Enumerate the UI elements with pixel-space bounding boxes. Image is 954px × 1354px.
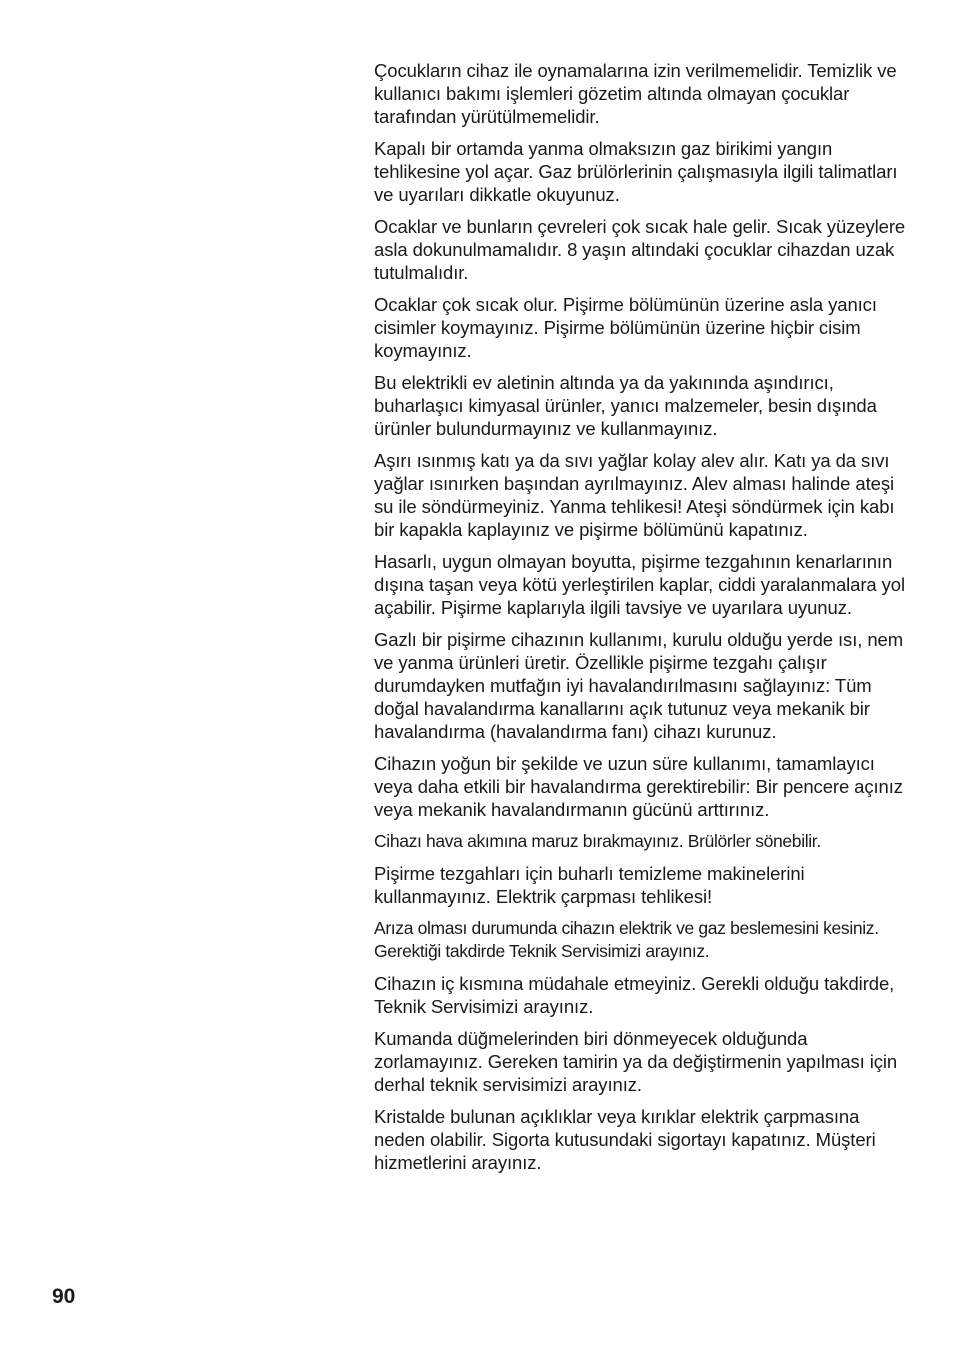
paragraph-control-knobs: Kumanda düğmelerinden biri dönmeyecek olduğunda zorlamayınız. Gereken tamirin ya da değiştirmenin yapılması için derhal teknik servisimizi arayınız. [374,1028,898,1095]
paragraph-no-interference: Cihazın iç kısmına müdahale etmeyiniz. Gerekli olduğu takdirde, Teknik Servisimizi arayınız. [374,973,895,1017]
paragraph-overheated-oil: Aşırı ısınmış katı ya da sıvı yağlar kolay alev alır. Katı ya da sıvı yağlar ısınırken başından ayrılmayınız. Alev alması halinde ateşi su ile söndürmeyiniz. Yanma tehlikesi! Ateşi söndürmek için kabı bir kapakla kaplayınız ve pişirme bölümünü kapatınız. [374,450,895,540]
paragraph-glass-cracks: Kristalde bulunan açıklıklar veya kırıklar elektrik çarpmasına neden olabilir. Sigorta kutusundaki sigortayı kapatınız. Müşteri hizmetlerini arayınız. [374,1106,876,1173]
paragraph-ventilation: Gazlı bir pişirme cihazının kullanımı, kurulu olduğu yerde ısı, nem ve yanma ürünleri üretir. Özellikle pişirme tezgahı çalışır durumdayken mutfağın iyi havalandırılmasını sağlayınız: Tüm doğal havalandırma kanallarını açık tutunuz veya mekanik bir havalandırma (havalandırma fanı) cihazı kurunuz. [374,629,904,742]
paragraph-draughts: Cihazı hava akımına maruz bırakmayınız. Brülörler sönebilir. [374,831,821,851]
paragraph-flammable-products: Bu elektrikli ev aletinin altında ya da yakınında aşındırıcı, buharlaşıcı kimyasal ürünler, yanıcı malzemeler, besin dışında ürünler bulundurmayınız ve kullanmayınız. [374,372,877,439]
paragraph-damaged-cookware: Hasarlı, uygun olmayan boyutta, pişirme tezgahının kenarlarının dışına taşan veya kötü yerleştirilen kaplar, ciddi yaralanmalara yol açabilir. Pişirme kaplarıyla ilgili tavsiye ve uyarılara uyunuz. [374,551,906,618]
paragraph-gas-accumulation: Kapalı bir ortamda yanma olmaksızın gaz birikimi yangın tehlikesine yol açar. Gaz brülörlerinin çalışmasıyla ilgili talimatları ve uyarıları dikkatle okuyunuz. [374,138,898,205]
paragraph-no-objects-on-hob: Ocaklar çok sıcak olur. Pişirme bölümünün üzerine asla yanıcı cisimler koymayınız. Pişirme bölümünün üzerine hiçbir cisim koymayınız. [374,294,877,361]
safety-instructions-column [374,59,914,1183]
paragraph-fault-disconnect: Arıza olması durumunda cihazın elektrik ve gaz beslemesini kesiniz. Gerektiği takdirde Teknik Servisimizi arayınız. [374,918,879,961]
paragraph-extended-use: Cihazın yoğun bir şekilde ve uzun süre kullanımı, tamamlayıcı veya daha etkili bir havalandırma gerektirebilir: Bir pencere açınız veya mekanik havalandırmanın gücünü arttırınız. [374,753,903,820]
paragraph-child-supervision: Çocukların cihaz ile oynamalarına izin verilmemelidir. Temizlik ve kullanıcı bakımı işlemleri gözetim altında olmayan çocuklar tarafından yürütülmemelidir. [374,60,897,127]
paragraph-hot-surfaces: Ocaklar ve bunların çevreleri çok sıcak hale gelir. Sıcak yüzeylere asla dokunulmamalıdır. 8 yaşın altındaki çocuklar cihazdan uzak tutulmalıdır. [374,216,906,283]
page-number: 90 [52,1285,76,1308]
paragraph-steam-cleaners: Pişirme tezgahları için buharlı temizleme makinelerini kullanmayınız. Elektrik çarpması tehlikesi! [374,863,805,907]
